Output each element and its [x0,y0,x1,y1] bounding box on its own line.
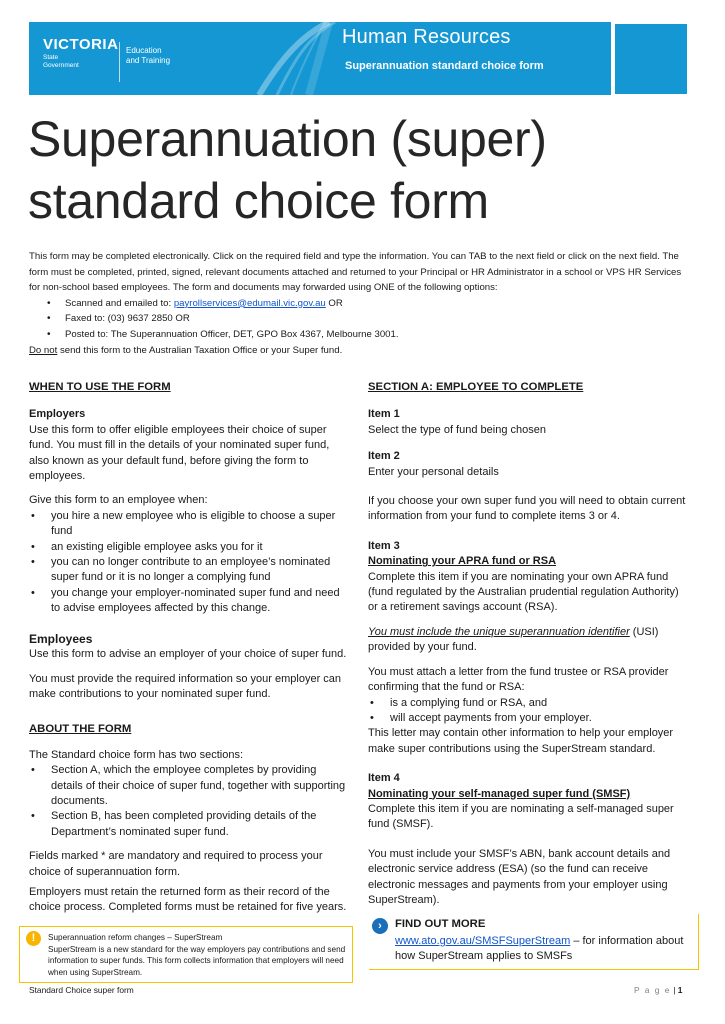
about-intro: The Standard choice form has two sections: [29,748,243,761]
victoria-logo [43,36,118,69]
item-2-text: Enter your personal details [368,465,499,478]
item-4-heading: Item 4 [368,772,400,785]
employees-paragraph-1: Use this form to advise an employer of your choice of super fund. [29,648,347,661]
logo-sub-state: State [43,54,59,61]
warning-text [48,932,348,978]
about-list [29,763,351,840]
employers-paragraph: Use this form to offer eligible employees their choice of super fund. You must fill in the details of your nominated super fund, also known as your default fund, before giving the form to employees. [29,423,330,483]
employees-paragraph-2: You must provide the required information so your employer can make contributions to your nominated super fund. [29,672,342,700]
section-a-heading: SECTION A: EMPLOYEE TO COMPLETE [368,381,584,393]
title-line-1: Superannuation (super) [28,111,547,167]
department-name [126,46,170,66]
about-heading: ABOUT THE FORM [29,723,132,736]
warning-body: SuperStream is a new standard for the way employers pay contributions and send information to super funds. This form collects information that employers will need when using SuperStream. [48,944,346,977]
option-email-suffix: OR [325,297,343,309]
header-title: Human Resources [342,26,511,48]
dept-line-1: Education [126,46,162,55]
submission-options [47,296,695,343]
header-banner [29,22,611,95]
title-line-2: standard choice form [28,173,489,229]
attach-item: • is a complying fund or RSA, and [368,696,690,711]
superstream-warning-box [19,926,353,983]
warning-icon: ! [26,931,41,946]
letter-paragraph: This letter may contain other information to help your employer make super contributions using the SuperStream standard. [368,727,674,755]
about-item: • Section B, has been completed providing details of the Department’s nominated super fund. [29,809,351,840]
header-subtitle: Superannuation standard choice form [345,60,544,72]
item-3-heading: Item 3 [368,539,400,552]
when-to-use-heading: WHEN TO USE THE FORM [29,381,171,393]
intro-note [29,343,695,359]
logo-word: VICTORIA [43,36,119,53]
item-1-text: Select the type of fund being chosen [368,423,546,436]
warning-title: Superannuation reform changes – SuperStream [48,933,223,942]
item-3-paragraph: Complete this item if you are nominating your own APRA fund (fund regulated by the Australian prudential regulation Authority) or a retirement savings account (RSA). [368,570,679,614]
attach-item: • will accept payments from your employer. [368,711,690,726]
ato-link[interactable]: www.ato.gov.au/SMSFSuperStream [395,935,571,947]
logo-divider [119,42,120,82]
give-item: • you can no longer contribute to an employee’s nominated super fund or it is no longer a complying fund [29,555,351,586]
page-separator: | [670,985,678,995]
page-num: 1 [677,985,683,995]
retain-paragraph: Employers must retain the returned form as their record of the choice process. Completed forms must be retained for five years. [29,885,347,914]
item-4-paragraph: Complete this item if you are nominating a self‐managed super fund (SMSF). [368,802,674,831]
page-label: P a g e [634,985,671,995]
left-column [29,380,351,916]
option-email-prefix: Scanned and emailed to: [65,297,174,309]
right-column [368,380,690,908]
give-item: • you change your employer‐nominated super fund and need to advise employees affected by this change. [29,586,351,617]
usi-emphasis: You must include the unique superannuation identifier [368,625,630,638]
give-item: • an existing eligible employee asks you for it [29,540,351,555]
note-do-not: Do not [29,344,58,356]
give-intro: Give this form to an employee when: [29,494,208,507]
give-list [29,509,351,617]
find-out-more-rest: – for information about how SuperStream applies to SMSFs [395,935,684,963]
smsf-paragraph: You must include your SMSF’s ABN, bank account details and electronic service address (ESA) (so the fund can receive electronic messages and payments from your employer using SuperStream). [368,847,671,906]
find-out-more-box [369,914,699,970]
employers-heading: Employers [29,408,86,421]
about-item: • Section A, which the employee completes by providing details of their choice of super fund, together with supporting documents. [29,763,351,809]
own-fund-paragraph: If you choose your own super fund you will need to obtain current information from your fund to complete items 3 or 4. [368,495,686,523]
find-out-more-text [395,934,695,965]
usi-rest: (USI) provided by your fund. [368,625,659,654]
item-3-subheading: Nominating your APRA fund or RSA [368,555,557,568]
item-1-heading: Item 1 [368,408,400,421]
note-rest: send this form to the Australian Taxation Office or your Super fund. [57,344,343,356]
footer-page-number [634,985,682,995]
option-post: • Posted to: The Superannuation Officer, DET, GPO Box 4367, Melbourne 3001. [47,327,695,343]
attach-paragraph: You must attach a letter from the fund trustee or RSA provider confirming that the fund or RSA: [368,665,669,694]
find-out-more-title: FIND OUT MORE [395,918,486,930]
option-email [47,296,695,312]
item-4-subheading: Nominating your self-managed super fund (SMSF) [368,787,631,800]
fields-paragraph: Fields marked * are mandatory and required to process your choice of superannuation form. [29,850,323,878]
employees-heading: Employees [29,631,93,646]
intro-paragraph: This form may be completed electronically. Click on the required field and type the information. You can TAB to the next field or click on the next field. The form must be completed, printed, signed, relevant documents attached and returned to your Principal or HR Administrator in a school or VPS HR Services for non-school based employees. The form and documents may forwarded using ONE of the following options: [29,251,682,294]
usi-paragraph [368,625,690,656]
page-title [28,108,688,232]
chevron-right-icon: › [372,918,388,934]
logo-sub-government: Government [43,62,79,69]
option-fax: • Faxed to: (03) 9637 2850 OR [47,311,695,327]
intro-section [29,249,695,358]
attach-list [368,696,690,727]
dept-line-2: and Training [126,56,171,65]
give-item: • you hire a new employee who is eligible to choose a super fund [29,509,351,540]
footer-form-name: Standard Choice super form [29,985,134,995]
item-2-heading: Item 2 [368,450,400,463]
banner-side-block [615,24,687,94]
email-link[interactable]: payrollservices@edumail.vic.gov.au [173,297,326,309]
